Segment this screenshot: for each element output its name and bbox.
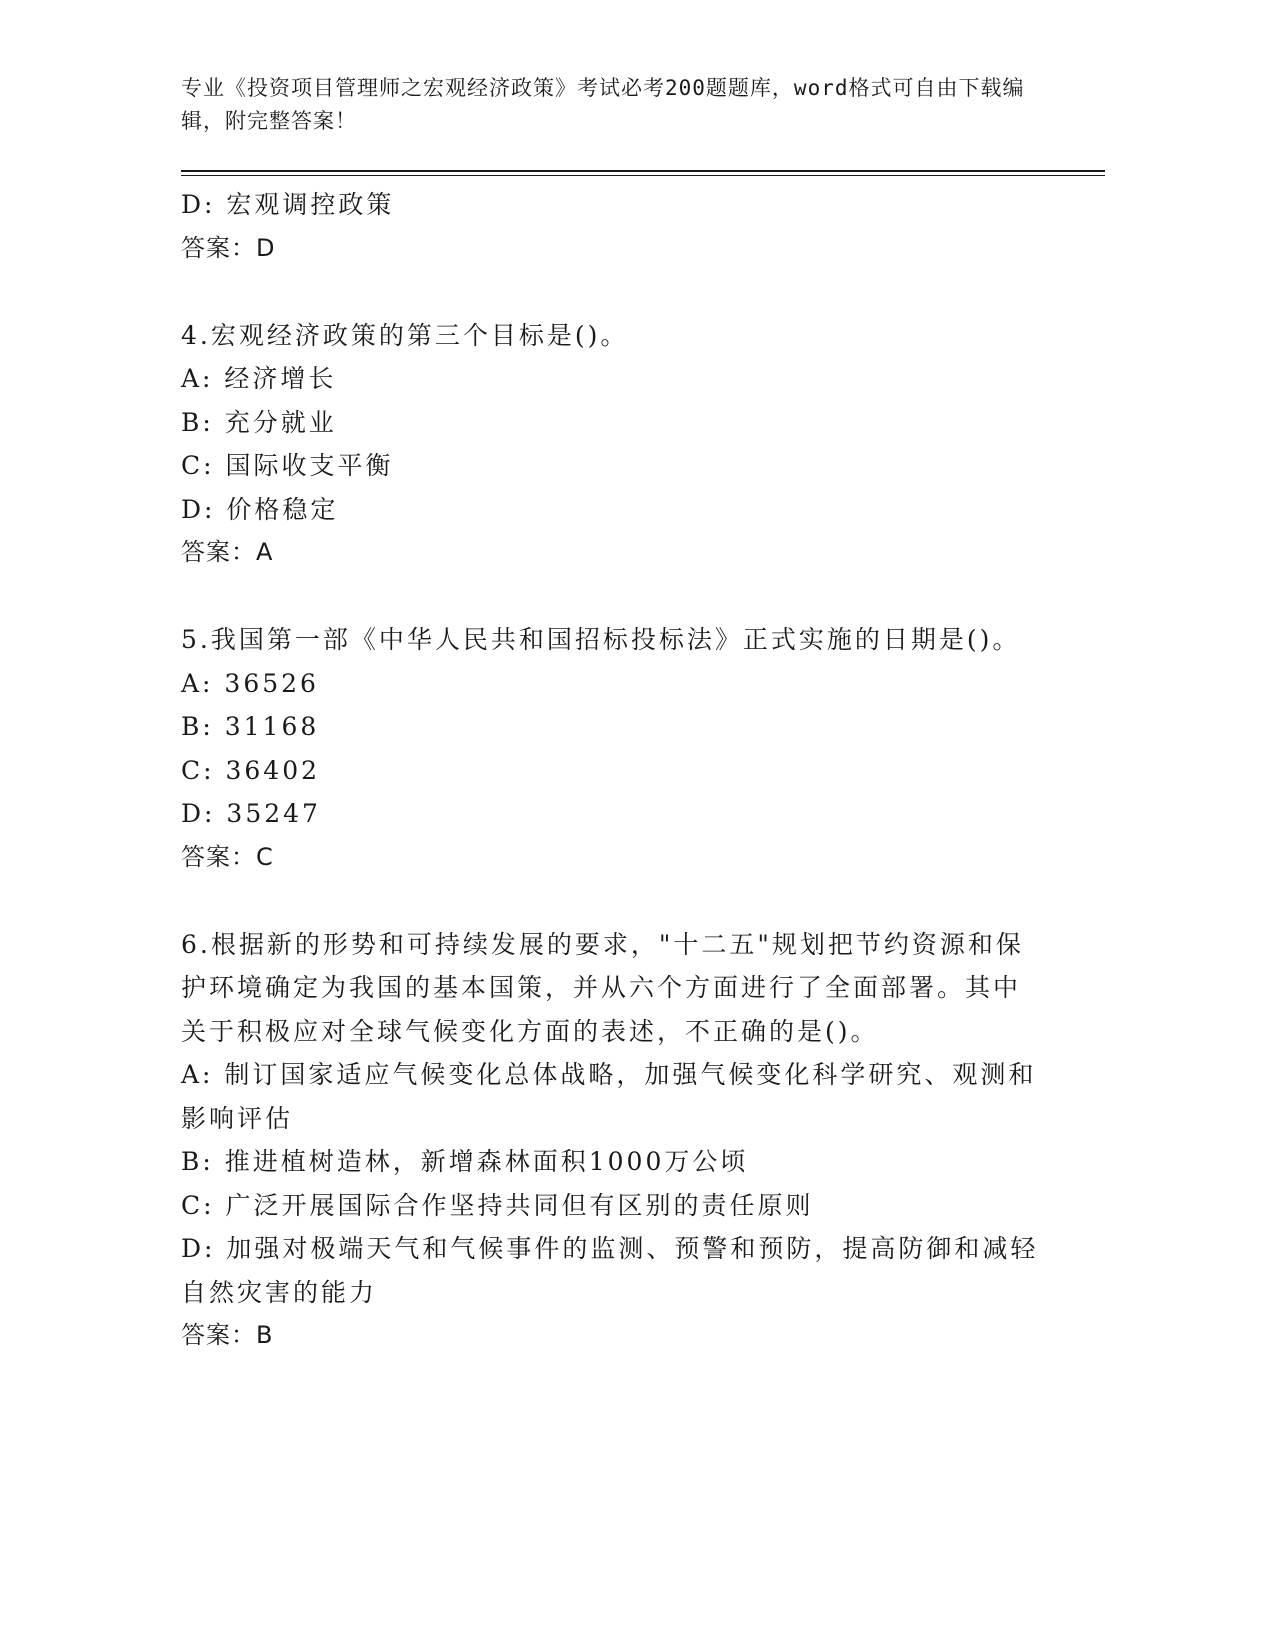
answer: 答案：D — [181, 233, 276, 262]
question-5 — [181, 618, 1041, 879]
answer: 答案：B — [181, 1321, 274, 1349]
option-a: A: 36526 — [181, 668, 319, 698]
question-6 — [181, 923, 1041, 1358]
option-a: A: 经济增长 — [181, 364, 337, 393]
option-a: A: 制订国家适应气候变化总体战略，加强气候变化科学研究、观测和影响评估 — [181, 1060, 1037, 1133]
option-b: B: 31168 — [181, 712, 320, 741]
option-b: B: 推进植树造林，新增森林面积1000万公顷 — [181, 1147, 749, 1176]
option-c: C: 36402 — [181, 755, 321, 785]
question-stem: 5.我国第一部《中华人民共和国招标投标法》正式实施的日期是()。 — [181, 625, 1021, 654]
question-list — [181, 183, 1041, 1358]
option-b: B: 充分就业 — [181, 407, 337, 437]
question-stem: 4.宏观经济政策的第三个目标是()。 — [181, 320, 629, 350]
header-divider-thin — [181, 175, 1105, 176]
spacer — [181, 270, 1041, 314]
option-d: D: 35247 — [181, 799, 321, 828]
option-c: C: 广泛开展国际合作坚持共同但有区别的责任原则 — [181, 1190, 814, 1220]
header-divider — [181, 170, 1105, 172]
spacer — [181, 575, 1041, 619]
question-3-tail — [181, 183, 1041, 270]
document-header: 专业《投资项目管理师之宏观经济政策》考试必考200题题库，word格式可自由下载编辑，附完整答案！ — [181, 76, 1025, 133]
answer: 答案：C — [181, 842, 274, 871]
spacer — [181, 879, 1041, 923]
option-d: D: 加强对极端天气和气候事件的监测、预警和预防，提高防御和减轻自然灾害的能力 — [181, 1234, 1039, 1307]
question-4 — [181, 314, 1041, 575]
option-c: C: 国际收支平衡 — [181, 451, 394, 480]
answer: 答案：A — [181, 538, 274, 566]
option-d: D: 价格稳定 — [181, 494, 339, 524]
question-stem: 6.根据新的形势和可持续发展的要求，"十二五"规划把节约资源和保护环境确定为我国的基本国策，并从六个方面进行了全面部署。其中关于积极应对全球气候变化方面的表述，不正确的是()。 — [181, 929, 1024, 1046]
option-d: D: 宏观调控政策 — [181, 190, 395, 219]
